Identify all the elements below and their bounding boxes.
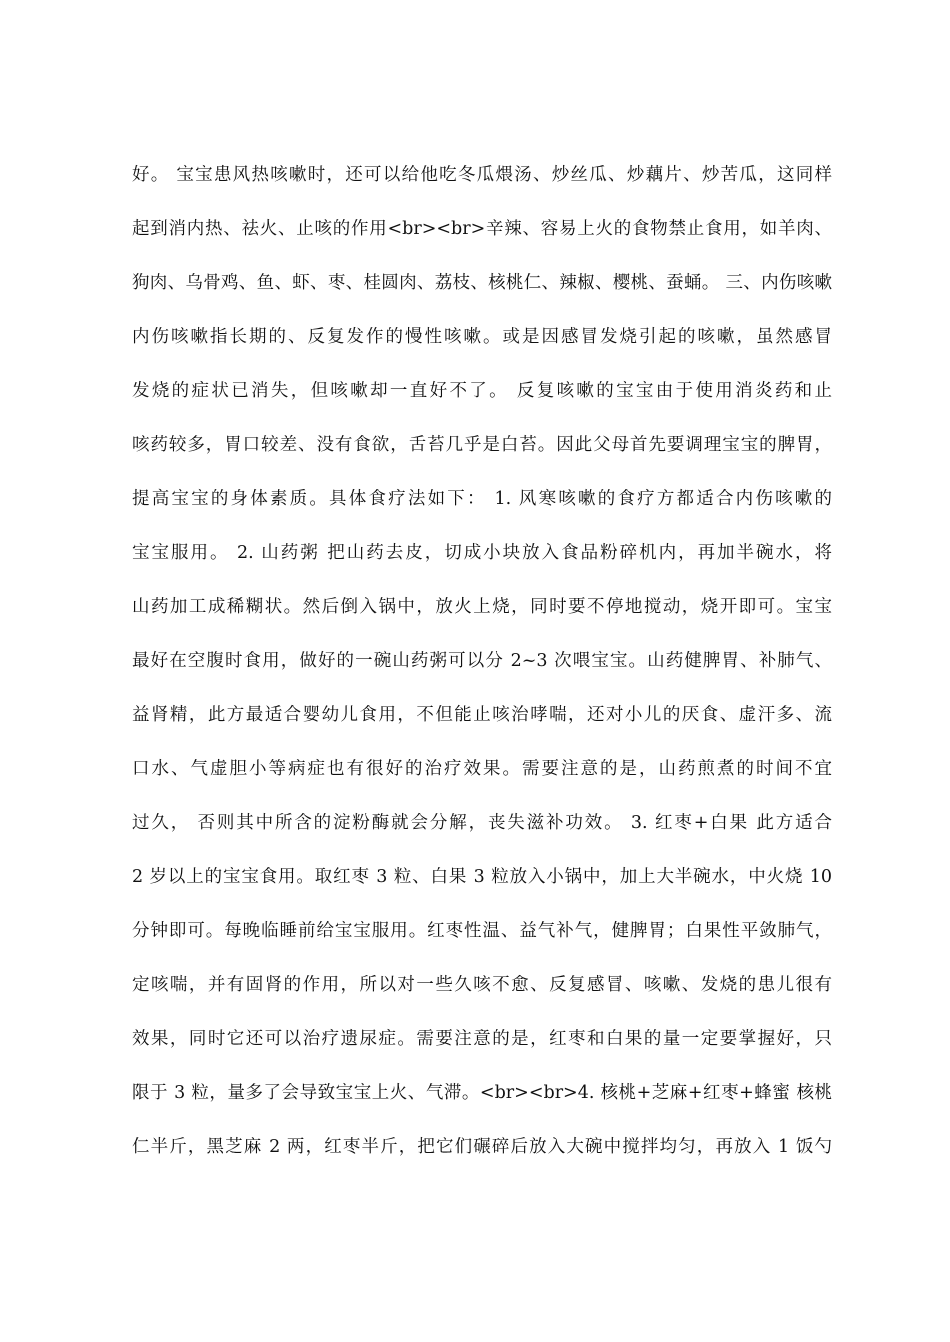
text-line-10: 最好在空腹时食用，做好的一碗山药粥可以分 2~3 次喂宝宝。山药健脾胃、补肺气、 (132, 651, 832, 671)
body-text (132, 156, 832, 1182)
text-line-6: 咳药较多，胃口较差、没有食欲，舌苔几乎是白苔。因此父母首先要调理宝宝的脾胃， (132, 435, 832, 455)
text-line-4: 内伤咳嗽指长期的、反复发作的慢性咳嗽。或是因感冒发烧引起的咳嗽，虽然感冒 (132, 327, 832, 347)
text-line-2: 起到消内热、祛火、止咳的作用<br><br>辛辣、容易上火的食物禁止食用，如羊肉、 (132, 219, 832, 239)
text-line-15: 分钟即可。每晚临睡前给宝宝服用。红枣性温、益气补气，健脾胃；白果性平敛肺气， (132, 921, 832, 941)
text-line-19: 仁半斤，黑芝麻 2 两，红枣半斤，把它们碾碎后放入大碗中搅拌均匀，再放入 1 饭勺 (132, 1137, 832, 1157)
text-line-11: 益肾精，此方最适合婴幼儿食用，不但能止咳治哮喘，还对小儿的厌食、虚汗多、流 (132, 705, 832, 725)
text-line-1: 好。 宝宝患风热咳嗽时，还可以给他吃冬瓜煨汤、炒丝瓜、炒藕片、炒苦瓜，这同样 (132, 165, 832, 185)
text-line-9: 山药加工成稀糊状。然后倒入锅中，放火上烧，同时要不停地搅动，烧开即可。宝宝 (132, 597, 832, 617)
text-line-17: 效果，同时它还可以治疗遗尿症。需要注意的是，红枣和白果的量一定要掌握好，只 (132, 1029, 832, 1049)
text-line-5: 发烧的症状已消失，但咳嗽却一直好不了。 反复咳嗽的宝宝由于使用消炎药和止 (132, 381, 832, 401)
text-line-16: 定咳喘，并有固肾的作用，所以对一些久咳不愈、反复感冒、咳嗽、发烧的患儿很有 (132, 975, 832, 995)
text-line-18: 限于 3 粒，量多了会导致宝宝上火、气滞。<br><br>4. 核桃+芝麻+红枣+蜂蜜 核桃 (132, 1083, 832, 1103)
text-line-7: 提高宝宝的身体素质。具体食疗法如下： 1. 风寒咳嗽的食疗方都适合内伤咳嗽的 (132, 489, 832, 509)
text-line-14: 2 岁以上的宝宝食用。取红枣 3 粒、白果 3 粒放入小锅中，加上大半碗水，中火烧 10 (132, 867, 832, 887)
text-line-8: 宝宝服用。 2. 山药粥 把山药去皮，切成小块放入食品粉碎机内，再加半碗水，将 (132, 543, 832, 563)
text-line-3: 狗肉、乌骨鸡、鱼、虾、枣、桂圆肉、荔枝、核桃仁、辣椒、樱桃、蚕蛹。 三、内伤咳嗽 (132, 273, 832, 293)
text-line-12: 口水、气虚胆小等病症也有很好的治疗效果。需要注意的是，山药煎煮的时间不宜 (132, 759, 832, 779)
text-line-13: 过久， 否则其中所含的淀粉酶就会分解，丧失滋补功效。 3. 红枣+白果 此方适合 (132, 813, 832, 833)
